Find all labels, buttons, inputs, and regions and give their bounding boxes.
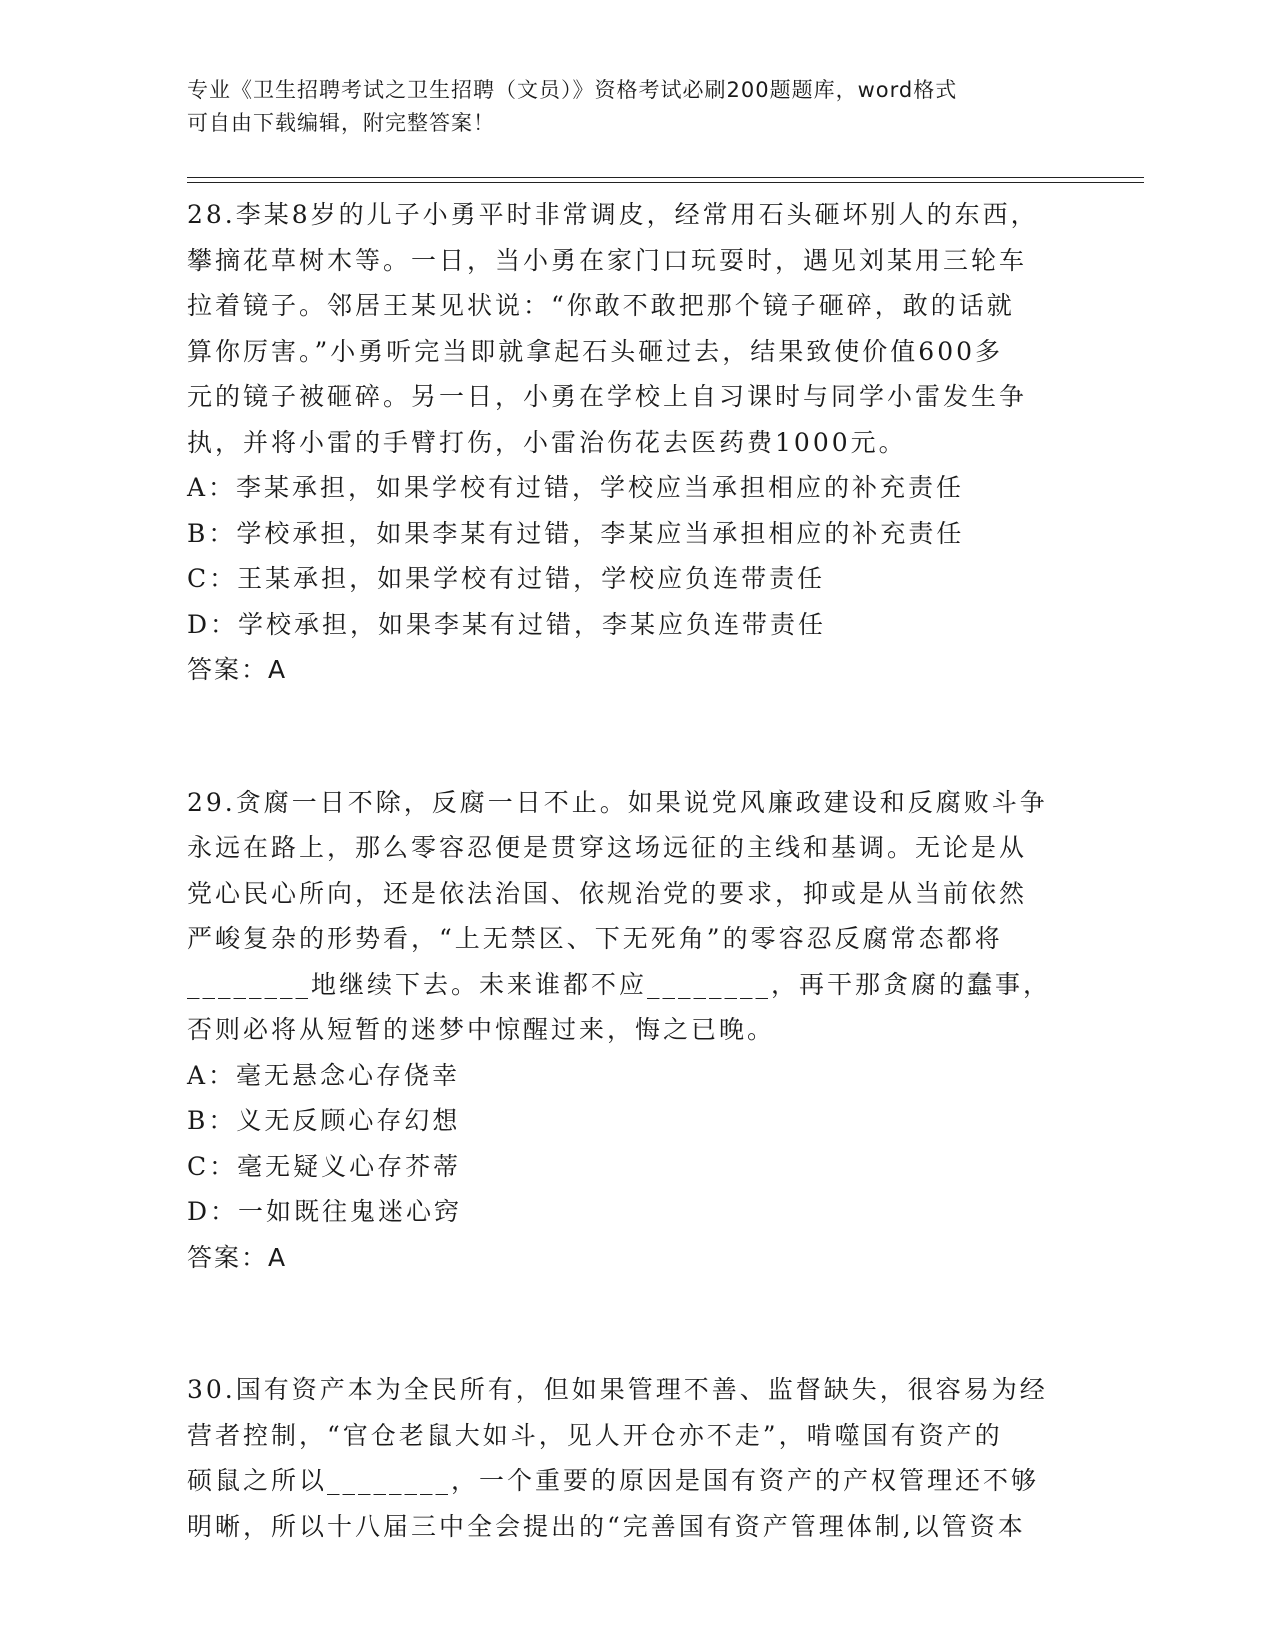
answer: 答案：A [187,655,288,684]
option-b: B：义无反顾心存幻想 [187,1106,461,1135]
question-stem-line: 元的镜子被砸碎。另一日，小勇在学校上自习课时与同学小雷发生争 [187,382,1028,411]
page-header [187,74,1087,140]
question-stem-line: 硕鼠之所以________，一个重要的原因是国有资产的产权管理还不够 [187,1466,1040,1495]
option-b: B：学校承担，如果李某有过错，李某应当承担相应的补充责任 [187,518,965,548]
question-stem-line: 否则必将从短暂的迷梦中惊醒过来，悔之已晚。 [187,1015,776,1044]
question-list [187,192,1087,1549]
header-divider [187,177,1144,178]
question-stem-line: 攀摘花草树木等。一日，当小勇在家门口玩耍时，遇见刘某用三轮车 [187,245,1028,275]
header-line: 可自由下载编辑，附完整答案！ [187,111,495,135]
question-stem-line: 29.贪腐一日不除，反腐一日不止。如果说党风廉政建设和反腐败斗争 [187,787,1048,817]
question-stem-line: ________地继续下去。未来谁都不应________，再干那贪腐的蠢事， [187,969,1052,999]
question-spacer [187,693,1087,780]
option-c: C：毫无疑义心存芥蒂 [187,1151,462,1181]
option-c: C：王某承担，如果学校有过错，学校应负连带责任 [187,564,826,593]
question-stem-line: 明晰，所以十八届三中全会提出的“完善国有资产管理体制,以管资本 [187,1511,1026,1541]
question-29 [187,780,1087,1281]
question-28 [187,192,1087,693]
header-divider [187,182,1144,183]
question-spacer [187,1280,1087,1367]
answer: 答案：A [187,1242,288,1272]
question-stem-line: 严峻复杂的形势看，“上无禁区、下无死角”的零容忍反腐常态都将 [187,924,1003,953]
question-stem-line: 算你厉害。”小勇听完当即就拿起石头砸过去，结果致使价值600多 [187,336,1004,366]
question-stem-line: 营者控制，“官仓老鼠大如斗，见人开仓亦不走”，啃噬国有资产的 [187,1420,1003,1450]
option-d: D：一如既往鬼迷心窍 [187,1197,463,1226]
option-a: A：毫无悬念心存侥幸 [187,1060,461,1090]
question-30 [187,1367,1087,1549]
question-stem-line: 28.李某8岁的儿子小勇平时非常调皮，经常用石头砸坏别人的东西， [187,200,1039,229]
header-line: 专业《卫生招聘考试之卫生招聘（文员）》资格考试必刷200题题库，word格式 [187,78,958,102]
question-stem-line: 党心民心所向，还是依法治国、依规治党的要求，抑或是从当前依然 [187,878,1028,908]
question-stem-line: 执，并将小雷的手臂打伤，小雷治伤花去医药费1000元。 [187,427,907,457]
question-stem-line: 永远在路上，那么零容忍便是贯穿这场远征的主线和基调。无论是从 [187,833,1028,862]
option-d: D：学校承担，如果李某有过错，李某应负连带责任 [187,609,827,639]
option-a: A：李某承担，如果学校有过错，学校应当承担相应的补充责任 [187,473,965,502]
question-stem-line: 30.国有资产本为全民所有，但如果管理不善、监督缺失，很容易为经 [187,1375,1048,1404]
question-stem-line: 拉着镜子。邻居王某见状说：“你敢不敢把那个镜子砸碎，敢的话就 [187,291,1015,320]
